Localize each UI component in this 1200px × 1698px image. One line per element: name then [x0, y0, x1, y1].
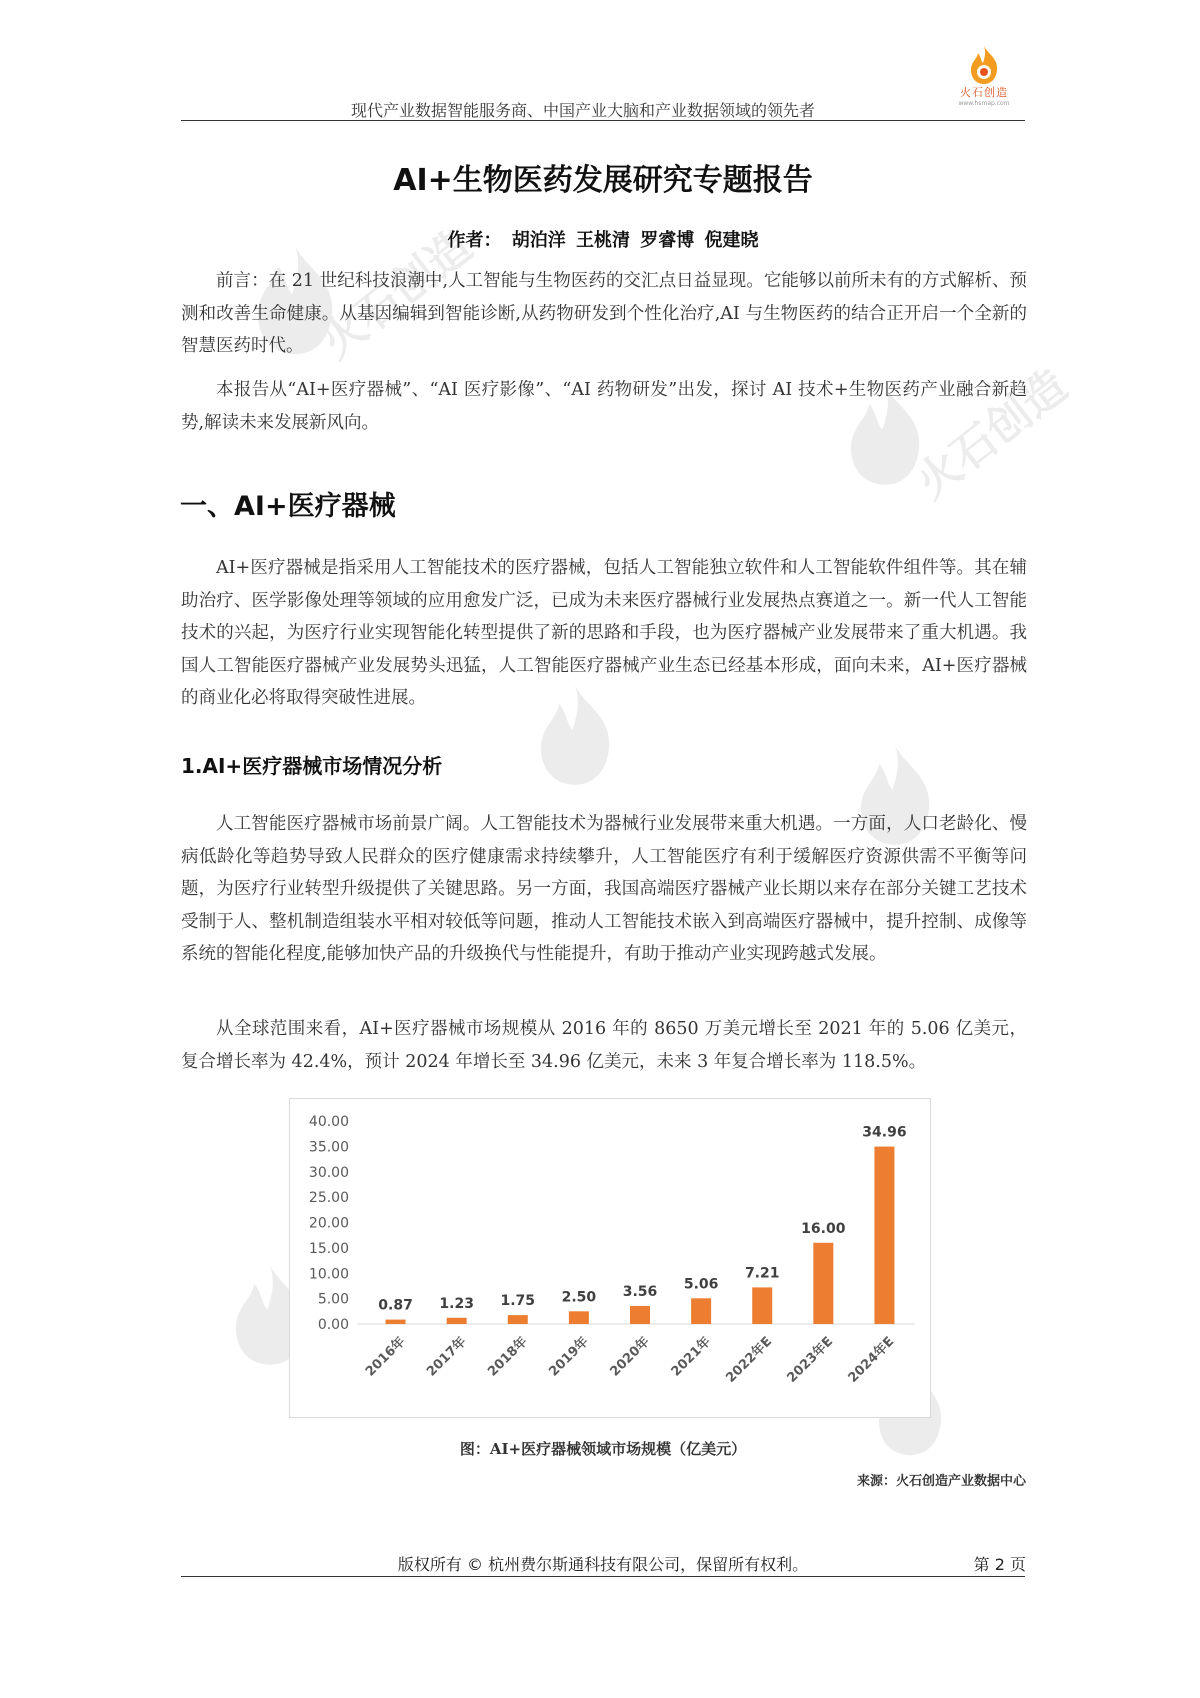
x-tick-label: 2020年 — [607, 1334, 653, 1380]
x-tick-label: 2018年 — [485, 1334, 531, 1380]
data-label: 5.06 — [683, 1276, 719, 1293]
bar-2019年 — [569, 1311, 589, 1324]
intro-paragraph: 本报告从“AI+医疗器械”、“AI 医疗影像”、“AI 药物研发”出发，探讨 AI 技术+生物医药产业融合新趋势,解读未来发展新风向。 — [181, 380, 1027, 433]
y-tick-label: 10.00 — [308, 1266, 349, 1283]
footer-divider — [181, 1576, 1025, 1577]
data-label: 7.21 — [744, 1265, 780, 1282]
bar-2022年E — [752, 1287, 772, 1324]
bar-2018年 — [508, 1315, 528, 1324]
bar-2021年 — [691, 1298, 711, 1324]
header-tagline: 现代产业数据智能服务商、中国产业大脑和产业数据领域的领先者 — [350, 101, 815, 120]
y-tick-label: 30.00 — [308, 1164, 349, 1181]
bar-2020年 — [630, 1306, 650, 1324]
logo-name: 火石创造 — [960, 86, 1008, 99]
y-tick-label: 35.00 — [308, 1139, 349, 1156]
x-tick-label: 2021年 — [668, 1334, 714, 1380]
chart-source: 来源：火石创造产业数据中心 — [856, 1474, 1026, 1489]
x-tick-label: 2017年 — [424, 1334, 470, 1380]
data-label: 2.50 — [561, 1289, 597, 1306]
section-heading: 一、AI+医疗器械 — [180, 491, 396, 522]
footer-copyright: 版权所有 © 杭州费尔斯通科技有限公司，保留所有权利。 — [397, 1555, 809, 1574]
watermark-text: 火石创造 — [311, 220, 482, 369]
data-label: 1.75 — [500, 1293, 536, 1310]
bar-2016年 — [386, 1320, 406, 1324]
bar-chart — [290, 1099, 930, 1417]
bar-2017年 — [447, 1318, 467, 1324]
body-paragraph: 人工智能医疗器械市场前景广阔。人工智能技术为器械行业发展带来重大机遇。一方面，人口老龄化、慢病低龄化等趋势导致人民群众的医疗健康需求持续攀升，人工智能医疗有利于缓解医疗资源供需不平衡等问题，为医疗行业转型升级提供了关键思路。另一方面，我国高端医疗器械产业长期以来存在部分关键工艺技术受制于人、整机制造组装水平相对较低等问题，推动人工智能技术嵌入到高端医疗器械中，提升控制、成像等系统的智能化程度,能够加快产品的升级换代与性能提升，有助于推动产业实现跨越式发展。 — [181, 814, 1027, 964]
x-tick-label: 2022年E — [723, 1334, 776, 1386]
y-tick-label: 40.00 — [308, 1114, 349, 1130]
data-label: 3.56 — [622, 1283, 658, 1300]
x-tick-label: 2023年E — [784, 1334, 837, 1386]
x-tick-label: 2016年 — [362, 1334, 409, 1380]
data-label: 0.87 — [378, 1297, 413, 1314]
data-label: 16.00 — [801, 1220, 846, 1237]
y-tick-label: 25.00 — [308, 1190, 349, 1207]
y-tick-label: 20.00 — [308, 1215, 349, 1232]
footer-page-number: 第 2 页 — [973, 1555, 1026, 1574]
section-paragraph: AI+医疗器械是指采用人工智能技术的医疗器械，包括人工智能独立软件和人工智能软件组件等。其在辅助治疗、医学影像处理等领域的应用愈发广泛，已成为未来医疗器械行业发展热点赛道之一。新一代人工智能技术的兴起，为医疗行业实现智能化转型提供了新的思路和手段，也为医疗器械产业发展带来了重大机遇。我国人工智能医疗器械产业发展势头迅猛，人工智能医疗器械产业生态已经基本形成，面向未来，AI+医疗器械的商业化必将取得突破性进展。 — [181, 558, 1027, 708]
subsection-heading: 1.AI+医疗器械市场情况分析 — [181, 754, 443, 778]
report-title: AI+生物医药发展研究专题报告 — [393, 163, 813, 198]
y-tick-label: 5.00 — [317, 1291, 349, 1308]
watermark-text: 火石创造 — [906, 360, 1077, 509]
x-tick-label: 2024年E — [845, 1334, 898, 1386]
header-divider — [181, 120, 1025, 121]
bar-2023年E — [813, 1243, 833, 1324]
y-tick-label: 15.00 — [308, 1240, 349, 1257]
intro-paragraph: 前言：在 21 世纪科技浪潮中,人工智能与生物医药的交汇点日益显现。它能够以前所未有的方式解析、预测和改善生命健康。从基因编辑到智能诊断,从药物研发到个性化治疗,AI 与生物医药的结合正开启一个全新的智慧医药时代。 — [181, 271, 1027, 356]
flame-logo-icon — [964, 44, 1004, 86]
bar-2024年E — [874, 1147, 894, 1324]
data-label: 1.23 — [439, 1295, 474, 1312]
market-size-chart — [289, 1098, 931, 1418]
chart-caption: 图：AI+医疗器械领域市场规模（亿美元） — [459, 1440, 747, 1458]
logo-url: www.hsmap.com — [958, 100, 1010, 107]
report-authors: 作者： 胡泊洋 王桃清 罗睿博 倪建晓 — [447, 230, 759, 251]
body-paragraph: 从全球范围来看，AI+医疗器械市场规模从 2016 年的 8650 万美元增长至 2021 年的 5.06 亿美元，复合增长率为 42.4%，预计 2024 年增长至 34.96 亿美元，未来 3 年复合增长率为 118.5%。 — [181, 1019, 1027, 1072]
x-tick-label: 2019年 — [546, 1334, 592, 1380]
y-tick-label: 0.00 — [317, 1317, 349, 1333]
data-label: 34.96 — [862, 1124, 907, 1141]
